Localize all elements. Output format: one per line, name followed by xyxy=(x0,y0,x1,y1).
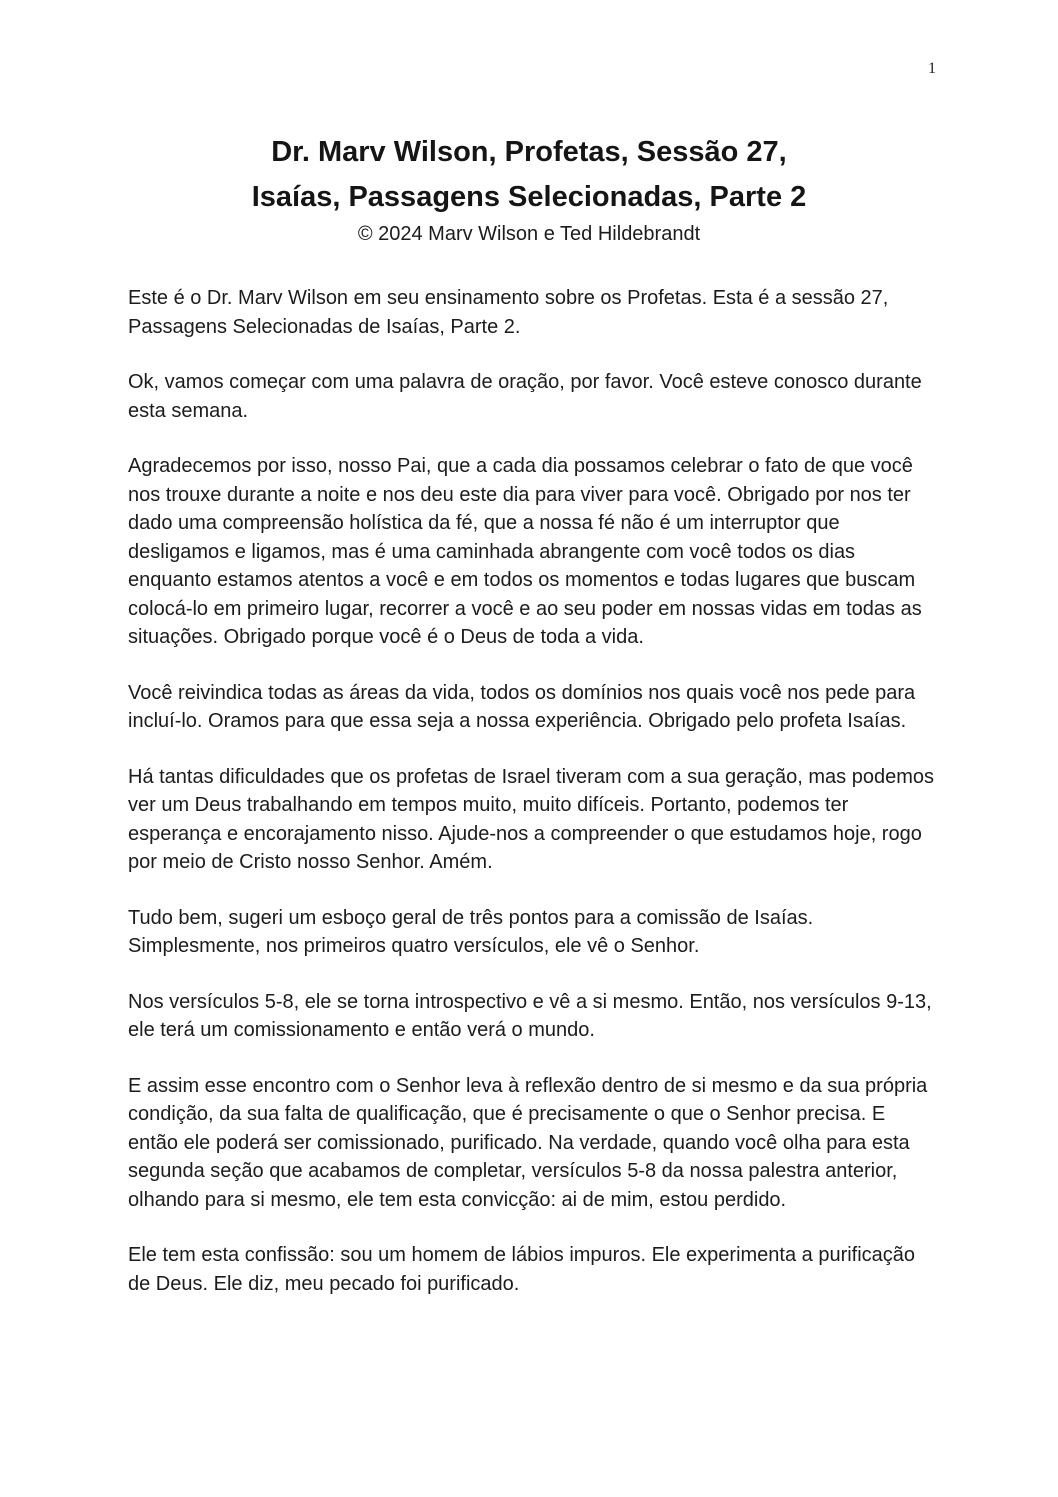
paragraph: Tudo bem, sugeri um esboço geral de três pontos para a comissão de Isaías. Simplesmente, nos primeiros quatro versículos, ele vê o Senhor. xyxy=(128,906,814,957)
paragraph: Você reivindica todas as áreas da vida, todos os domínios nos quais você nos pede para incluí-lo. Oramos para que essa seja a nossa experiência. Obrigado pelo profeta Isaías. xyxy=(128,681,916,732)
document-body xyxy=(128,284,936,1298)
paragraph: E assim esse encontro com o Senhor leva à reflexão dentro de si mesmo e da sua própria condição, da sua falta de qualificação, que é precisamente o que o Senhor precisa. E então ele poderá ser comissionado, purificado. Na verdade, quando você olha para esta segunda seção que acabamos de completar, versículos 5-8 da nossa palestra anterior, olhando para si mesmo, ele tem esta convicção: ai de mim, estou perdido. xyxy=(128,1074,928,1211)
paragraph: Há tantas dificuldades que os profetas de Israel tiveram com a sua geração, mas podemos ver um Deus trabalhando em tempos muito, muito difíceis. Portanto, podemos ter esperança e encorajamento nisso. Ajude-nos a compreender o que estudamos hoje, rogo por meio de Cristo nosso Senhor. Amém. xyxy=(128,765,934,873)
page-number: 1 xyxy=(928,60,936,77)
copyright-line: © 2024 Marv Wilson e Ted Hildebrandt xyxy=(357,223,701,245)
paragraph: Nos versículos 5-8, ele se torna introspectivo e vê a si mesmo. Então, nos versículos 9-13, ele terá um comissionamento e então verá o mundo. xyxy=(128,990,932,1041)
title-line-1: Dr. Marv Wilson, Profetas, Sessão 27, xyxy=(271,136,787,168)
paragraph: Agradecemos por isso, nosso Pai, que a cada dia possamos celebrar o fato de que você nos trouxe durante a noite e nos deu este dia para viver para você. Obrigado por nos ter dado uma compreensão holística da fé, que a nossa fé não é um interruptor que desligamos e ligamos, mas é uma caminhada abrangente com você todos os dias enquanto estamos atentos a você e em todos os momentos e todas lugares que buscam colocá-lo em primeiro lugar, recorrer a você e ao seu poder em nossas vidas em todas as situações. Obrigado porque você é o Deus de toda a vida. xyxy=(128,455,922,648)
document-title xyxy=(0,0,1058,220)
paragraph: Ele tem esta confissão: sou um homem de lábios impuros. Ele experimenta a purificação de Deus. Ele diz, meu pecado foi purificado. xyxy=(128,1244,916,1295)
paragraph: Este é o Dr. Marv Wilson em seu ensinamento sobre os Profetas. Esta é a sessão 27, Passagens Selecionadas de Isaías, Parte 2. xyxy=(128,287,889,338)
paragraph: Ok, vamos começar com uma palavra de oração, por favor. Você esteve conosco durante esta semana. xyxy=(128,371,922,422)
title-line-2: Isaías, Passagens Selecionadas, Parte 2 xyxy=(251,181,807,213)
